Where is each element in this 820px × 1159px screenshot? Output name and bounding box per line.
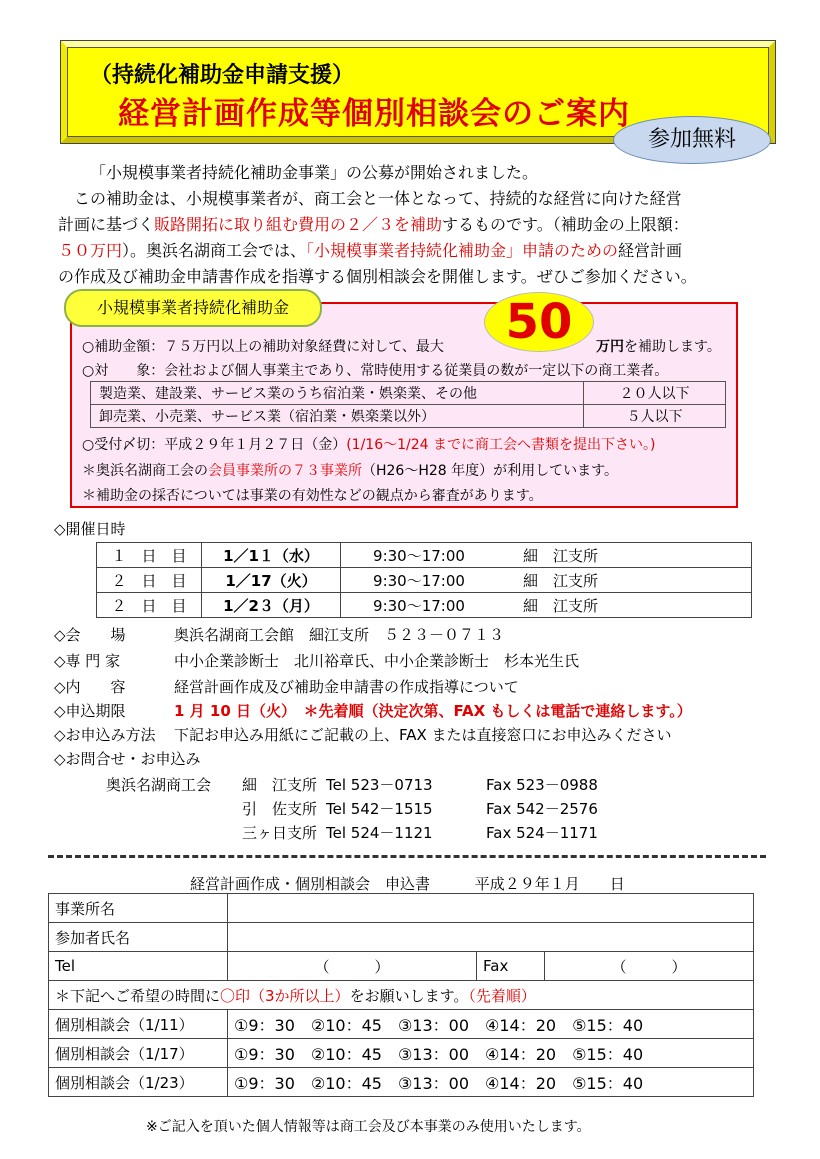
subsidy-amount-tail: 万円を補助します。 xyxy=(596,339,721,355)
intro-line-1: 「小規模事業者持続化補助金事業」の公募が開始されました。 xyxy=(90,163,539,182)
table-row xyxy=(97,568,752,593)
schedule-place: 細 江支所 xyxy=(497,543,752,568)
industry-limit: ２０人以下 xyxy=(584,382,726,405)
fax-label: Fax xyxy=(477,952,545,981)
subsidy-amount-line: ○補助金額：７５万円以上の補助対象経費に対して、最大 xyxy=(82,339,444,355)
table-row xyxy=(49,1068,754,1097)
table-row xyxy=(49,952,754,981)
free-participation-badge: 参加無料 xyxy=(613,116,771,164)
max-amount-circle: 50 xyxy=(484,292,594,352)
intro-line-5: の作成及び補助金申請書作成を指導する個別相談会を開催します。ぜひご参加ください。 xyxy=(58,267,697,286)
table-row xyxy=(97,543,752,568)
banner-title: 経営計画作成等個別相談会のご案内 xyxy=(118,96,630,132)
schedule-day: １ 日 目 xyxy=(97,543,202,568)
fax-field[interactable]: （ ） xyxy=(545,952,754,981)
expert-value: 中小企業診断士 北川裕章氏、中小企業診断士 杉本光生氏 xyxy=(174,652,580,670)
table-row xyxy=(49,1010,754,1039)
table-row xyxy=(91,405,726,428)
industry-limit: ５人以下 xyxy=(584,405,726,428)
branch-fax: Fax 542－2576 xyxy=(486,800,598,818)
table-row xyxy=(49,1039,754,1068)
session-slots[interactable]: ①9：30 ②10：45 ③13：00 ④14：20 ⑤15：40 xyxy=(228,1010,754,1039)
schedule-date: 1／17（火） xyxy=(202,568,341,593)
tel-field[interactable]: （ ） xyxy=(228,952,477,981)
industry-name: 製造業、建設業、サービス業のうち宿泊業・娯楽業、その他 xyxy=(91,382,584,405)
subsidy-label: 小規模事業者持続化補助金 xyxy=(64,289,322,327)
participant-name-field[interactable] xyxy=(228,923,754,952)
subsidy-target-line: ○対 象：会社および個人事業主であり、常時使用する従業員の数が一定以下の商工業者。 xyxy=(82,363,669,379)
branch-name: 細 江支所 xyxy=(242,776,318,794)
branch-tel: Tel 523－0713 xyxy=(326,776,433,794)
intro-line-4: ５０万円）。奥浜名湖商工会では、「小規模事業者持続化補助金」申請のための経営計画 xyxy=(58,241,683,260)
note-members-line: ＊奥浜名湖商工会の会員事業所の７３事業所（H26～H28 年度）が利用しています。 xyxy=(82,463,619,479)
office-name-field[interactable] xyxy=(228,894,754,923)
branch-name: 引 佐支所 xyxy=(242,800,318,818)
schedule-place: 細 江支所 xyxy=(497,568,752,593)
form-date: 平成２９年１月 日 xyxy=(474,875,625,893)
schedule-day: ２ 日 目 xyxy=(97,568,202,593)
schedule-day: ２ 日 目 xyxy=(97,593,202,618)
deadline-line: ○受付〆切：平成２９年１月２７日（金）(1/16～1/24 までに商工会へ書類を提出下さい。) xyxy=(82,437,656,453)
table-row xyxy=(91,382,726,405)
session-slots[interactable]: ①9：30 ②10：45 ③13：00 ④14：20 ⑤15：40 xyxy=(228,1039,754,1068)
form-title xyxy=(190,873,625,894)
office-label: 事業所名 xyxy=(49,894,228,923)
schedule-time: 9:30～17:00 xyxy=(341,543,498,568)
branch-fax: Fax 524－1171 xyxy=(486,824,598,842)
privacy-footnote: ※ご記入を頂いた個人情報等は商工会及び本事業のみ使用いたします。 xyxy=(146,1119,591,1135)
industry-table xyxy=(90,381,726,428)
industry-name: 卸売業、小売業、サービス業（宿泊業・娯楽業以外） xyxy=(91,405,584,428)
apply-label: ◇申込期限 xyxy=(54,702,126,720)
participant-label: 参加者氏名 xyxy=(49,923,228,952)
content-label: ◇内 容 xyxy=(54,678,126,696)
method-label: ◇お申込み方法 xyxy=(54,726,156,744)
schedule-table xyxy=(96,542,752,618)
session-label: 個別相談会（1/17） xyxy=(49,1039,228,1068)
content-value: 経営計画作成及び補助金申請書の作成指導について xyxy=(174,678,519,696)
schedule-place: 細 江支所 xyxy=(497,593,752,618)
banner-subtitle: （持続化補助金申請支援） xyxy=(90,63,355,88)
venue-label: ◇会 場 xyxy=(54,626,126,644)
method-value: 下記お申込み用紙にご記載の上、FAX または直接窓口にお申込みください xyxy=(174,726,672,744)
expert-label: ◇専 門 家 xyxy=(54,652,121,670)
form-title-text: 経営計画作成・個別相談会 申込書 xyxy=(190,875,431,893)
table-row xyxy=(97,593,752,618)
branch-tel: Tel 542－1515 xyxy=(326,800,433,818)
session-label: 個別相談会（1/11） xyxy=(49,1010,228,1039)
intro-line-3: 計画に基づく販路開拓に取り組む費用の２／３を補助するものです。（補助金の上限額： xyxy=(58,215,689,234)
schedule-date: 1／2３（月） xyxy=(202,593,341,618)
table-row xyxy=(49,981,754,1010)
table-row xyxy=(49,923,754,952)
venue-value: 奥浜名湖商工会館 細江支所 ５２３－０７１３ xyxy=(174,626,505,644)
instruction-cell: ＊下記へご希望の時間に〇印（3か所以上）をお願いします。（先着順） xyxy=(49,981,754,1010)
schedule-header: ◇開催日時 xyxy=(54,520,126,538)
branch-name: 三ヶ日支所 xyxy=(242,824,318,842)
application-form-table xyxy=(48,893,754,1097)
cut-line-divider xyxy=(48,855,766,858)
schedule-date: 1／1１（水） xyxy=(202,543,341,568)
branch-tel: Tel 524－1121 xyxy=(326,824,433,842)
org-name: 奥浜名湖商工会 xyxy=(106,776,212,794)
schedule-time: 9:30～17:00 xyxy=(341,568,498,593)
note-review-line: ＊補助金の採否については事業の有効性などの観点から審査があります。 xyxy=(82,488,543,504)
apply-value: 1 月 10 日（火） ＊先着順（決定次第、FAX もしくは電話で連絡します。） xyxy=(174,702,692,720)
schedule-time: 9:30～17:00 xyxy=(341,593,498,618)
session-label: 個別相談会（1/23） xyxy=(49,1068,228,1097)
tel-label: Tel xyxy=(49,952,228,981)
session-slots[interactable]: ①9：30 ②10：45 ③13：00 ④14：20 ⑤15：40 xyxy=(228,1068,754,1097)
contact-header: ◇お問合せ・お申込み xyxy=(54,750,201,768)
branch-fax: Fax 523－0988 xyxy=(486,776,598,794)
table-row xyxy=(49,894,754,923)
intro-line-2: この補助金は、小規模事業者が、商工会と一体となって、持続的な経営に向けた経営 xyxy=(74,189,682,208)
